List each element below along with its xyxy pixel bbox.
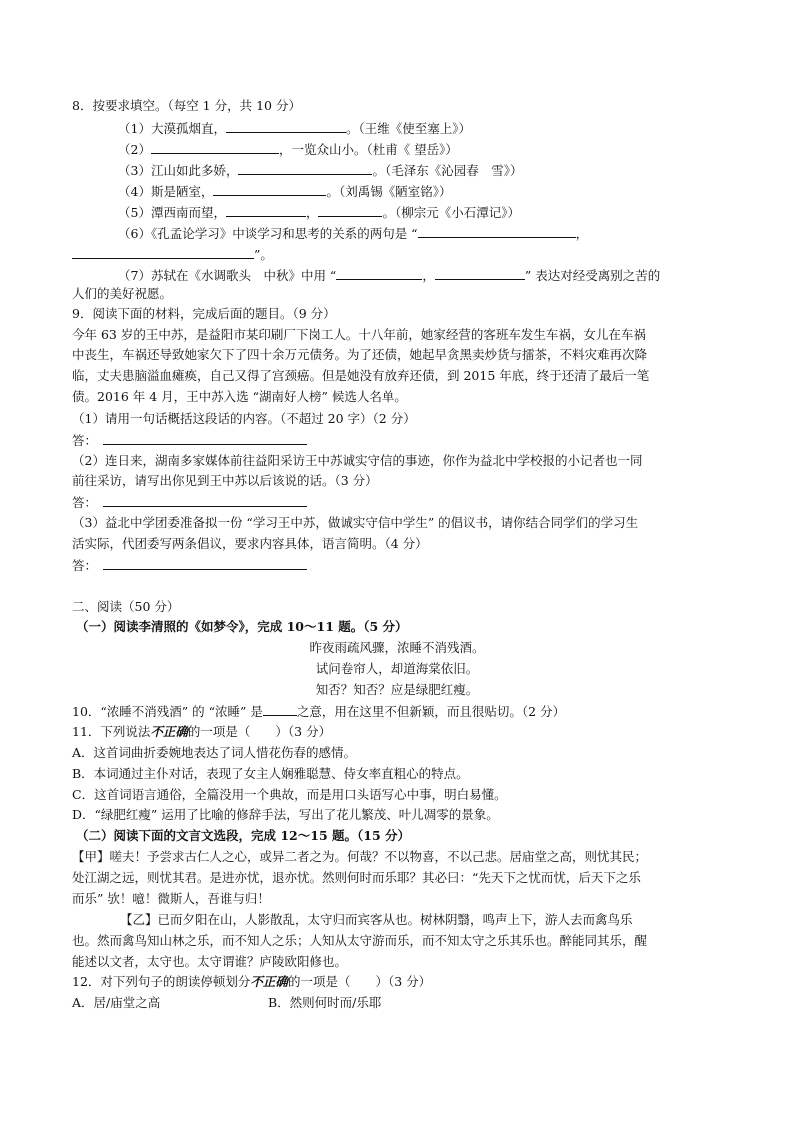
fill-blank-5a[interactable] — [226, 203, 306, 217]
passage-jia-line: 处江湖之远，则忧其君。是进亦忧，退亦忧。然则何时而乐耶？其必曰：“先天下之忧而忧，后天下之乐 — [72, 870, 641, 885]
q9-title: 9．阅读下面的材料，完成后面的题目。（9 分） — [72, 306, 336, 321]
passage-yi-line: 能述以文者，太守也。太守谓谁？庐陵欧阳修也。 — [72, 954, 348, 969]
q9-sub2: （2）连日来，湖南多家媒体前往益阳采访王中苏诚实守信的事迹，你作为益北中学校报的小记者也一同 — [72, 453, 643, 468]
q9-passage-line: 债。2016 年 4 月，王中苏入选 “湖南好人榜” 候选人名单。 — [72, 389, 407, 404]
poem-line: 昨夜雨疏风骤，浓睡不消残酒。 — [309, 640, 485, 655]
fill-blank-5b[interactable] — [318, 203, 382, 217]
q8-item-2: （2） ，一览众山小。（杜甫《 望岳》） — [118, 142, 458, 157]
q11-option-a[interactable]: A．这首词曲折委婉地表达了词人惜花伤春的感情。 — [72, 745, 357, 760]
part-1-heading: （一）阅读李清照的《如梦令》，完成 10～11 题。（5 分） — [76, 619, 408, 634]
q8-title: 8．按要求填空。（每空 1 分，共 10 分） — [72, 98, 301, 113]
q9-answer-3: 答： — [72, 556, 722, 575]
q12-option-a[interactable]: A．居/庙堂之高 — [72, 995, 161, 1010]
passage-jia-line: 【甲】嗟夫！予尝求古仁人之心，或异二者之为。何哉？不以物喜，不以己悲。居庙堂之高，则忧其民； — [72, 849, 648, 864]
passage-yi-line: 【乙】已而夕阳在山，人影散乱，太守归而宾客从也。树林阴翳，鸣声上下，游人去而禽鸟乐 — [120, 912, 633, 927]
q9-answer-2: 答： — [72, 493, 722, 512]
poem-line: 试问卷帘人，却道海棠依旧。 — [315, 661, 479, 676]
q8-item-6-cont: ”。 — [72, 245, 722, 264]
q8-item-7: （7）苏轼在《水调歌头 中秋》中用 “ ， ” 表达对经受离别之苦的 — [118, 268, 661, 283]
q11-option-c[interactable]: C．这首词语言通俗，全篇没用一个典故，而是用口头语写心中事，明白易懂。 — [72, 787, 507, 802]
q8-item-3: （3）江山如此多娇， 。（毛泽东《沁园春 雪》） — [118, 163, 523, 178]
q11: 11．下列说法不正确的一项是（ ）（3 分） — [72, 724, 332, 739]
q8-item-1: （1）大漠孤烟直， 。（王维《使至塞上》） — [118, 121, 471, 136]
q8-item-4: （4）斯是陋室， 。（刘禹锡《陋室铭》） — [118, 184, 452, 199]
section-2-title: 二、阅读（50 分） — [72, 599, 180, 614]
q11-option-d[interactable]: D．“绿肥红瘦” 运用了比喻的修辞手法，写出了花儿繁茂、叶儿凋零的景象。 — [72, 807, 499, 822]
fill-blank-7b[interactable] — [435, 266, 525, 280]
part-2-heading: （二）阅读下面的文言文选段，完成 12～15 题。（15 分） — [76, 828, 410, 843]
fill-blank-6b[interactable] — [72, 245, 254, 259]
q8-item-7-cont: 人们的美好祝愿。 — [72, 286, 173, 301]
passage-jia-line: 而乐” 欤！噫！微斯人，吾谁与归！ — [72, 891, 270, 906]
q11-option-b[interactable]: B．本词通过主仆对话，表现了女主人娴雅聪慧、侍女率直粗心的特点。 — [72, 766, 469, 781]
fill-blank-4[interactable] — [213, 182, 326, 196]
poem-line: 知否？知否？应是绿肥红瘦。 — [315, 682, 479, 697]
passage-yi-line: 也。然而禽鸟知山林之乐，而不知人之乐；人知从太守游而乐，而不知太守之乐其乐也。醉能同其乐，醒 — [72, 933, 648, 948]
q9-answer-1: 答： — [72, 431, 722, 450]
answer-line-2[interactable] — [103, 493, 307, 507]
q9-passage-line: 中丧生，车祸还导致她家欠下了四十余万元债务。为了还债，她起早贪黑卖炒货与擂茶，不料灾难再次降 — [72, 347, 648, 362]
answer-line-1[interactable] — [103, 431, 307, 445]
fill-blank-3[interactable] — [238, 161, 372, 175]
fill-blank-7a[interactable] — [336, 266, 422, 280]
q9-sub3-cont: 活实际，代团委写两条倡议，要求内容具体，语言简明。（4 分） — [72, 536, 428, 551]
fill-blank-2[interactable] — [151, 140, 279, 154]
q9-sub1: （1）请用一句话概括这段话的内容。（不超过 20 字）（2 分） — [72, 411, 416, 426]
q12: 12．对下列句子的朗读停顿划分不正确的一项是（ ）（3 分） — [72, 974, 432, 989]
q12-option-b[interactable]: B．然则何时而/乐耶 — [268, 995, 382, 1010]
q9-sub3: （3）益北中学团委准备拟一份 “学习王中苏，做诚实守信中学生” 的倡议书，请你结合同学们的学习生 — [72, 515, 639, 530]
fill-blank-1[interactable] — [226, 119, 346, 133]
q10: 10．“浓睡不消残酒” 的 “浓睡” 是 之意，用在这里不但新颖，而且很贴切。（2 分） — [72, 704, 566, 719]
fill-blank-6a[interactable] — [418, 224, 576, 238]
q8-item-5: （5）潭西南而望， ， 。（柳宗元《小石潭记》） — [118, 205, 520, 220]
fill-blank-q10[interactable] — [263, 702, 297, 716]
q9-passage-line: 今年 63 岁的王中苏，是益阳市某印刷厂下岗工人。十八年前，她家经营的客班车发生车祸，女儿在车祸 — [72, 327, 646, 342]
q9-passage-line: 临，丈夫患脑溢血瘫痪，自己又得了宫颈癌。但是她没有放弃还债，到 2015 年底，终于还清了最后一笔 — [72, 368, 650, 383]
answer-line-3[interactable] — [103, 556, 307, 570]
q9-sub2-cont: 前往采访，请写出你见到王中苏以后该说的话。（3 分） — [72, 473, 378, 488]
q8-item-6: （6）《孔孟论学习》中谈学习和思考的关系的两句是 “ ， — [118, 226, 589, 241]
